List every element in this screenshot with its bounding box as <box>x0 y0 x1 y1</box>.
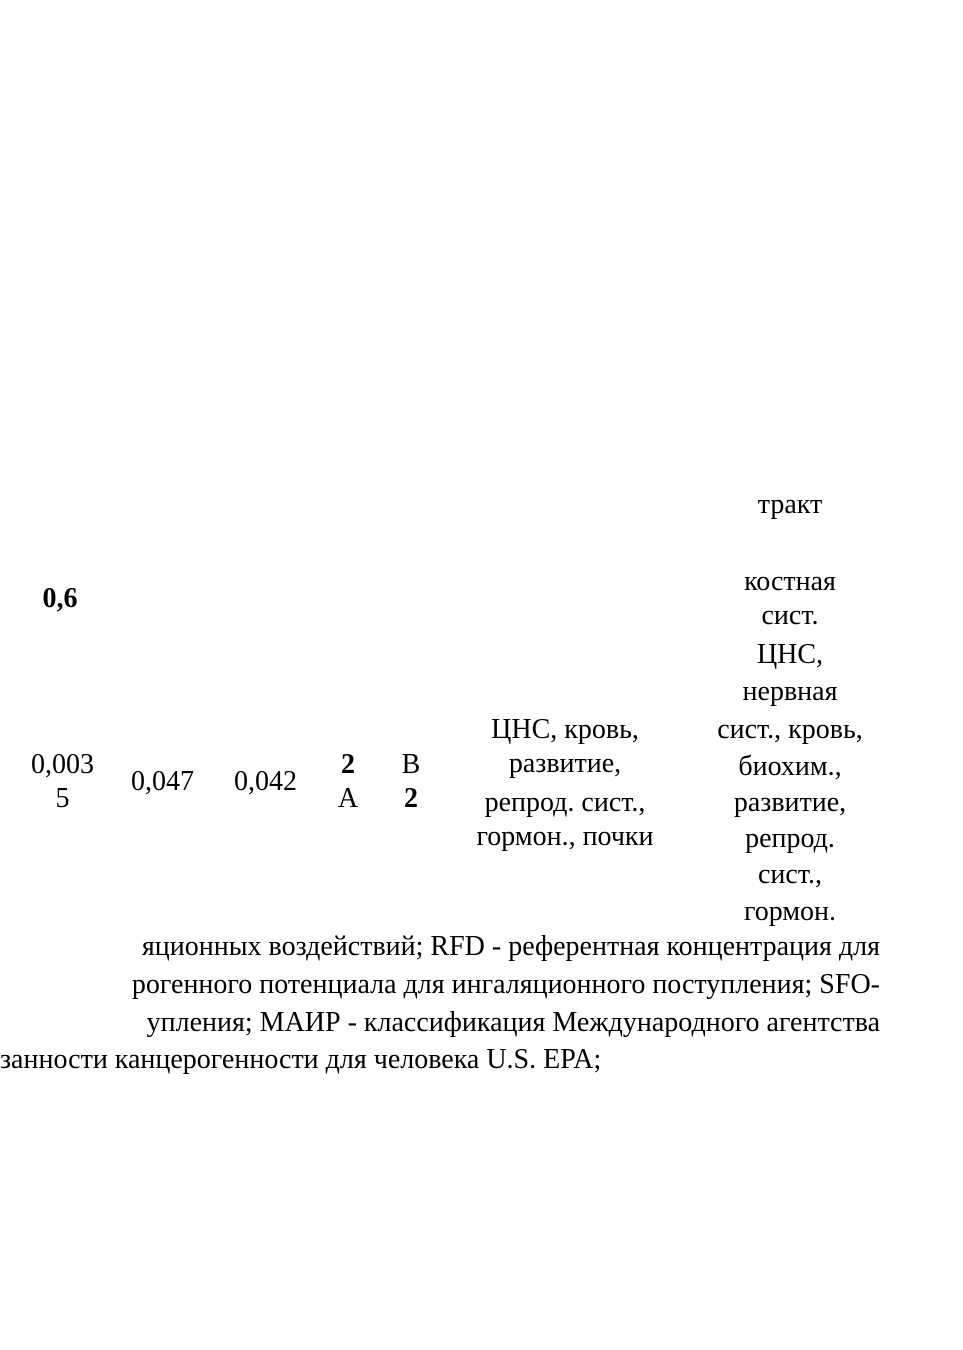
footnote-line-2: рогенного потенциала для ингаляционного поступления; SFO- <box>131 969 880 1000</box>
cell-value-1-line-1: 0,003 <box>31 749 94 780</box>
cell-effects-1-line-2: развитие, <box>508 748 622 779</box>
cell-effects-1-line-1: ЦНС, кровь, <box>491 714 639 745</box>
cell-effects-2-line-6: репрод. <box>745 823 835 854</box>
cell-class-2-line-1: B <box>401 749 421 780</box>
cell-class-2-line-2: 2 <box>404 783 418 814</box>
footnote-line-1: яционных воздействий; RFD - референтная концентрация для <box>141 931 880 962</box>
cell-value-3: 0,042 <box>234 766 297 797</box>
cell-effects-2-line-3: сист., кровь, <box>717 714 863 745</box>
cell-effects-1-line-3: репрод. сист., <box>484 787 646 818</box>
cell-value-1-line-2: 5 <box>55 783 70 814</box>
cell-effects-2-line-4: биохим., <box>738 751 842 782</box>
cell-effects-2-line-7: сист., <box>758 859 822 890</box>
cell-bone-label-2: сист. <box>761 600 819 631</box>
cell-bone-label-1: костная <box>744 566 836 597</box>
cell-effects-1-line-4: гормон., почки <box>476 821 654 852</box>
cell-effects-2-line-1: ЦНС, <box>756 639 824 670</box>
footnote-line-3: упления; МАИР - классификация Международного агентства <box>146 1007 880 1038</box>
table-footnote <box>0 930 880 1080</box>
cell-tract: тракт <box>757 489 823 520</box>
cell-bold-value: 0,6 <box>42 583 78 614</box>
cell-class-1-line-2: A <box>337 783 359 814</box>
cell-effects-2-line-8: гормон. <box>743 896 837 927</box>
cell-effects-2-line-5: развитие, <box>733 787 847 818</box>
cell-effects-2-line-2: нервная <box>742 676 838 707</box>
footnote-line-4: занности канцерогенности для человека U.S. EPA; <box>0 1044 602 1075</box>
cell-value-2: 0,047 <box>131 766 194 797</box>
cell-class-1-line-1: 2 <box>341 749 355 780</box>
